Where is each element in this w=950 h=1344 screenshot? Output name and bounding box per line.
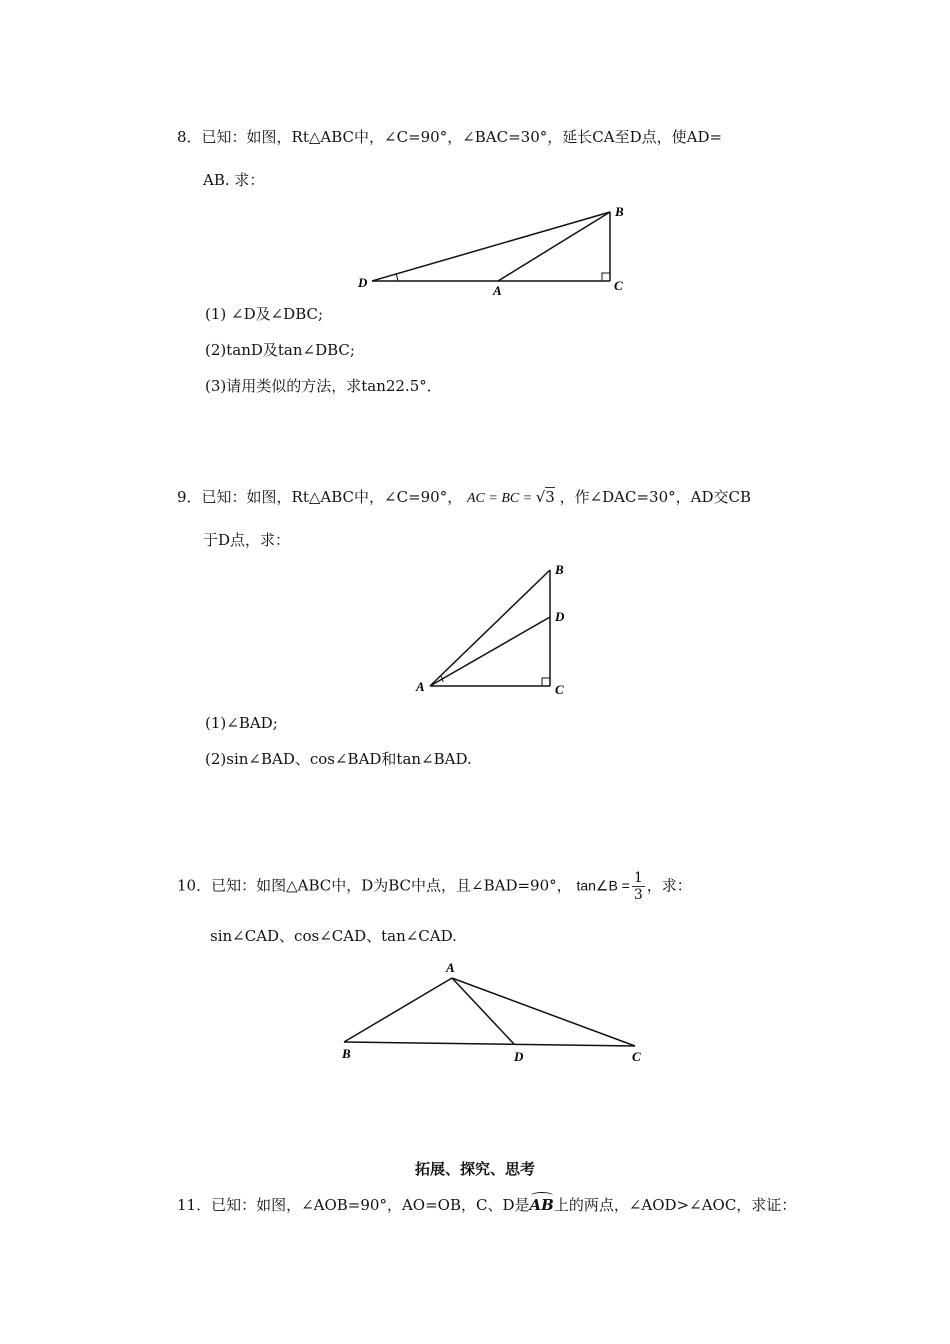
problem-9-question-2: (2)sin∠BAD、cos∠BAD和tan∠BAD. [205, 750, 472, 768]
problem-9-sqrt-value: 3 [545, 488, 555, 506]
problem-10-line-1 [177, 870, 692, 903]
problem-9-question-1: (1)∠BAD; [205, 714, 278, 732]
fraction-one-third [632, 870, 645, 903]
fig10-label-d: D [514, 1049, 524, 1064]
figure-8 [350, 200, 640, 300]
sqrt-symbol: √ [535, 488, 546, 506]
fraction-denominator: 3 [633, 887, 643, 903]
problem-10-line-1-text: 10．已知：如图△ABC中，D为BC中点，且∠BAD=90°， [177, 876, 572, 895]
problem-10-line-2: sin∠CAD、cos∠CAD、tan∠CAD. [210, 927, 457, 945]
fig9-label-b: B [555, 562, 564, 577]
fig10-label-b: B [342, 1046, 351, 1061]
fig8-label-d: D [358, 275, 368, 290]
fraction-numerator: 1 [633, 870, 643, 886]
problem-11-line-1-text: 11．已知：如图，∠AOB=90°，AO=OB，C、D是 [177, 1196, 530, 1214]
problem-10-line-1-rest: ，求： [646, 876, 692, 895]
problem-11-line-1 [177, 1195, 796, 1215]
problem-9-equation: AC = BC = [467, 491, 536, 506]
problem-8-line-2: AB. 求： [203, 171, 265, 189]
fig8-label-a: A [493, 283, 502, 298]
section-heading: 拓展、探究、思考 [414, 1160, 535, 1178]
problem-8-question-1: (1) ∠D及∠DBC; [205, 305, 324, 323]
fig9-label-c: C [555, 682, 564, 697]
fig10-label-a: A [446, 960, 455, 975]
problem-9-line-1-rest: ，作∠DAC=30°，AD交CB [559, 488, 751, 506]
problem-8-question-2: (2)tanD及tan∠DBC; [205, 341, 355, 359]
problem-9-line-2: 于D点，求： [203, 531, 291, 549]
problem-11-line-1-rest: 上的两点，∠AOD>∠AOC，求证： [553, 1196, 797, 1214]
problem-9-line-1 [177, 487, 751, 509]
arc-ab: AB [529, 1196, 554, 1214]
fig8-label-c: C [614, 278, 623, 293]
fig9-label-a: A [416, 679, 425, 694]
figure-9 [410, 558, 580, 703]
problem-8-line-1: 8．已知：如图，Rt△ABC中，∠C=90°，∠BAC=30°，延长CA至D点，使AD= [177, 128, 723, 146]
problem-9-line-1-text: 9．已知：如图，Rt△ABC中，∠C=90°， [177, 488, 463, 506]
fig10-label-c: C [632, 1049, 641, 1064]
fig8-label-b: B [615, 204, 624, 219]
figure-10 [330, 958, 650, 1068]
fig9-label-d: D [555, 609, 565, 624]
problem-8-question-3: (3)请用类似的方法，求tan22.5°． [205, 377, 442, 395]
problem-10-tan-b: tan∠B = [576, 877, 630, 894]
